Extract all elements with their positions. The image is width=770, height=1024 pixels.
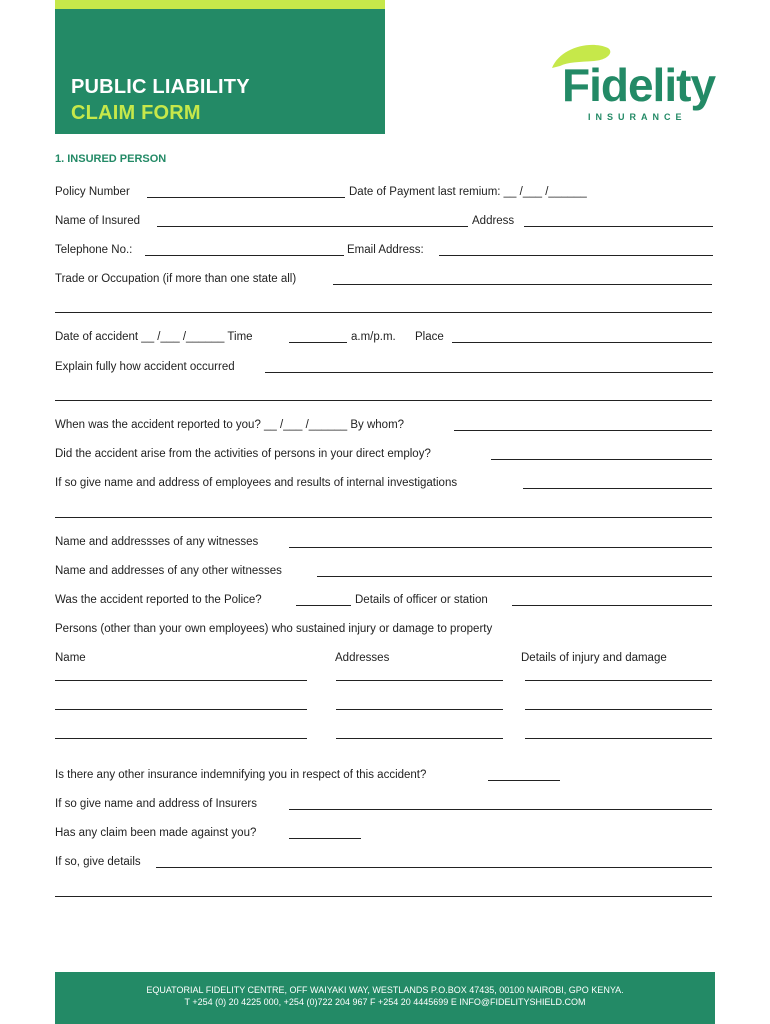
give-details-field[interactable] — [156, 867, 712, 868]
form-row-give-details — [55, 855, 713, 869]
form-row-insurers — [55, 797, 713, 811]
am-pm-label: a.m/p.m. — [351, 331, 396, 343]
insurers-field[interactable] — [289, 809, 712, 810]
form-row-accident-date — [55, 330, 713, 344]
section-title: 1. INSURED PERSON — [55, 153, 167, 165]
form-row-trade-continued — [55, 300, 713, 314]
form-row-give-details-continued — [55, 884, 713, 898]
date-of-payment-label: Date of Payment last remium: __ /___ /______ — [349, 186, 587, 198]
form-row-other-insurance — [55, 768, 713, 782]
injured-details-field[interactable] — [525, 738, 712, 739]
footer-address: EQUATORIAL FIDELITY CENTRE, OFF WAIYAKI WAY, WESTLANDS P.O.BOX 47435, 00100 NAIROBI, GPO KENYA. — [146, 985, 624, 995]
trade-label: Trade or Occupation (if more than one state all) — [55, 273, 297, 285]
email-label: Email Address: — [347, 244, 424, 256]
table-row — [55, 680, 713, 694]
injured-address-field[interactable] — [336, 709, 503, 710]
persons-injured-label: Persons (other than your own employees) who sustained injury or damage to property — [55, 623, 493, 635]
column-header-name: Name — [55, 652, 86, 664]
form-row-witnesses — [55, 535, 713, 549]
form-row-employees — [55, 476, 713, 490]
name-of-insured-label: Name of Insured — [55, 215, 141, 227]
explain-field[interactable] — [265, 372, 713, 373]
column-header-details: Details of injury and damage — [521, 652, 667, 664]
form-row-name — [55, 214, 713, 228]
officer-field[interactable] — [512, 605, 712, 606]
form-row-claim-made — [55, 826, 713, 840]
employees-field[interactable] — [523, 488, 712, 489]
telephone-field[interactable] — [145, 255, 344, 256]
policy-number-label: Policy Number — [55, 186, 130, 198]
employees-field-continued[interactable] — [55, 517, 712, 518]
other-witnesses-label: Name and addresses of any other witnesses — [55, 565, 282, 577]
table-row — [55, 738, 713, 752]
claim-made-label: Has any claim been made against you? — [55, 827, 257, 839]
address-label: Address — [472, 215, 515, 227]
injured-address-field[interactable] — [336, 738, 503, 739]
form-row-police — [55, 593, 713, 607]
trade-field[interactable] — [333, 284, 712, 285]
insurers-label: If so give name and address of Insurers — [55, 798, 257, 810]
other-insurance-field[interactable] — [488, 780, 560, 781]
witnesses-label: Name and addressses of any witnesses — [55, 536, 259, 548]
form-row-employees-continued — [55, 505, 713, 519]
email-field[interactable] — [439, 255, 713, 256]
form-title-line2: CLAIM FORM — [71, 102, 201, 124]
form-row-persons-injured — [55, 622, 713, 636]
form-row-other-witnesses — [55, 564, 713, 578]
police-field[interactable] — [296, 605, 351, 606]
logo-wordmark: Fidelity — [562, 59, 716, 111]
direct-employ-label: Did the accident arise from the activities of persons in your direct employ? — [55, 448, 431, 460]
injured-address-field[interactable] — [336, 680, 503, 681]
logo-subtitle: INSURANCE — [588, 112, 687, 122]
witnesses-field[interactable] — [289, 547, 712, 548]
form-row-contact — [55, 243, 713, 257]
address-field[interactable] — [524, 226, 713, 227]
policy-number-field[interactable] — [147, 197, 345, 198]
place-label: Place — [415, 331, 444, 343]
footer-contacts: T +254 (0) 20 4225 000, +254 (0)722 204 967 F +254 20 4445699 E INFO@FIDELITYSHIELD.COM — [184, 997, 586, 1007]
telephone-label: Telephone No.: — [55, 244, 133, 256]
title-banner — [55, 9, 385, 134]
injured-name-field[interactable] — [55, 709, 307, 710]
date-of-accident-label: Date of accident __ /___ /______ Time — [55, 331, 253, 343]
give-details-label: If so, give details — [55, 856, 141, 868]
name-of-insured-field[interactable] — [157, 226, 468, 227]
officer-label: Details of officer or station — [355, 594, 488, 606]
claim-made-field[interactable] — [289, 838, 361, 839]
table-row — [55, 709, 713, 723]
employees-label: If so give name and address of employees and results of internal investigations — [55, 477, 458, 489]
column-header-addresses: Addresses — [335, 652, 390, 664]
form-row-reported — [55, 418, 713, 432]
header-accent-bar — [55, 0, 385, 9]
time-field[interactable] — [289, 342, 347, 343]
explain-field-continued[interactable] — [55, 400, 712, 401]
injured-details-field[interactable] — [525, 709, 712, 710]
form-row-explain — [55, 360, 713, 374]
give-details-field-continued[interactable] — [55, 896, 712, 897]
form-row-direct-employ — [55, 447, 713, 461]
other-insurance-label: Is there any other insurance indemnifying you in respect of this accident? — [55, 769, 427, 781]
direct-employ-field[interactable] — [491, 459, 712, 460]
form-row-explain-continued — [55, 388, 713, 402]
trade-field-continued[interactable] — [55, 312, 712, 313]
injured-name-field[interactable] — [55, 680, 307, 681]
injured-details-field[interactable] — [525, 680, 712, 681]
place-field[interactable] — [452, 342, 712, 343]
explain-label: Explain fully how accident occurred — [55, 361, 235, 373]
injured-name-field[interactable] — [55, 738, 307, 739]
by-whom-field[interactable] — [454, 430, 712, 431]
other-witnesses-field[interactable] — [317, 576, 712, 577]
police-label: Was the accident reported to the Police? — [55, 594, 262, 606]
footer-bar — [55, 972, 715, 1024]
form-row-trade — [55, 272, 713, 286]
reported-label: When was the accident reported to you? __ /___ /______ By whom? — [55, 419, 405, 431]
form-row-policy — [55, 185, 713, 199]
form-title-line1: PUBLIC LIABILITY — [71, 76, 250, 98]
fidelity-logo — [548, 42, 720, 126]
